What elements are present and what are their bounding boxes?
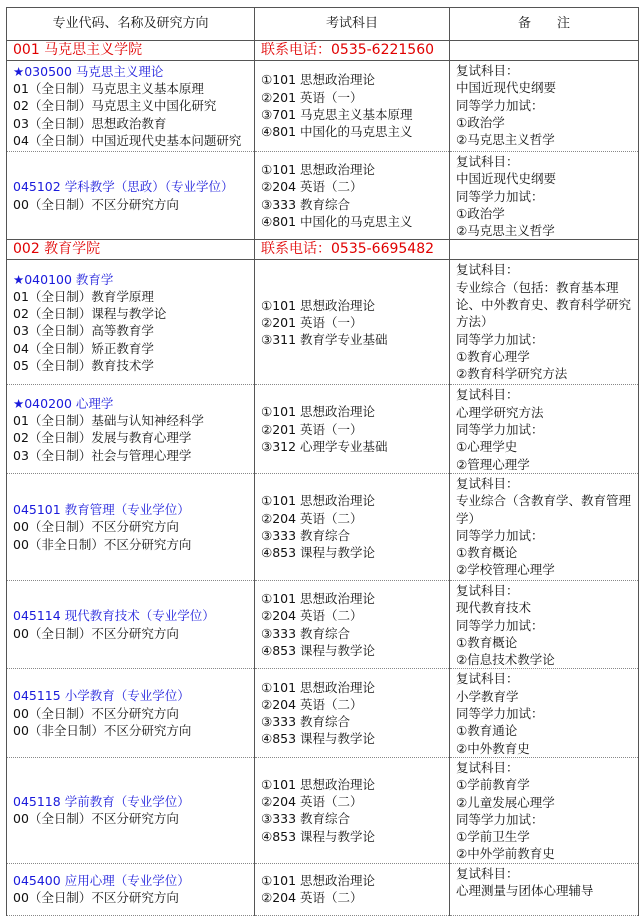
- note-line: 中国近现代史纲要: [456, 171, 557, 187]
- major-row: [7, 863, 639, 915]
- note-line: 同等学力加试：: [456, 811, 544, 827]
- department-row: [7, 240, 639, 260]
- note-line: ①政治学: [456, 114, 505, 130]
- note-line: 心理学研究方法: [456, 404, 544, 420]
- major-title: ★030500 马克思主义理论: [13, 63, 164, 79]
- header-exams: 考试科目: [255, 8, 450, 41]
- exam-subjects-cell: [255, 152, 450, 240]
- note-line: ①心理学史: [456, 439, 518, 455]
- exam-subject: ①101 思想政治理论: [261, 162, 376, 178]
- major-row: [7, 152, 639, 240]
- notes-cell: [450, 385, 639, 473]
- exam-subject: ④853 课程与教学论: [261, 643, 376, 658]
- major-title: ★040100 教育学: [13, 271, 114, 287]
- exam-subject: ①101 思想政治理论: [261, 872, 376, 888]
- note-line: ②学校管理心理学: [456, 562, 555, 578]
- major-row: [7, 385, 639, 473]
- note-line: ②信息技术教学论: [456, 652, 555, 668]
- note-line: 同等学力加试：: [456, 422, 544, 438]
- exam-subject: ②201 英语（一）: [261, 89, 363, 105]
- exam-subject: ①101 思想政治理论: [261, 591, 376, 607]
- department-phone: 联系电话：0535-6695482: [255, 240, 450, 260]
- note-line: ①教育通论: [456, 723, 518, 739]
- exam-subject: ②204 英语（二）: [261, 890, 363, 906]
- note-line: ②教育科学研究方法: [456, 366, 568, 382]
- note-line: ①学前教育学: [456, 777, 530, 793]
- major-title: 045400 应用心理（专业学位）: [13, 872, 190, 888]
- exam-subjects-cell: [255, 473, 450, 580]
- major-row: [7, 473, 639, 580]
- notes-cell: [450, 669, 639, 757]
- exam-subjects-cell: [255, 385, 450, 473]
- note-line: ②儿童发展心理学: [456, 794, 555, 810]
- major-cell: [7, 61, 255, 152]
- note-line: 专业综合（包括：教育基本理论、中外教育史、教育科学研究方法）: [456, 279, 632, 330]
- major-cell: [7, 152, 255, 240]
- major-cell: [7, 385, 255, 473]
- exam-subject: ②201 英语（一）: [261, 421, 363, 437]
- exam-subject: ③333 教育综合: [261, 625, 351, 641]
- research-direction: 00（全日制）不区分研究方向: [13, 196, 179, 212]
- note-line: ①政治学: [456, 205, 505, 221]
- major-cell: [7, 863, 255, 915]
- note-line: 同等学力加试：: [456, 617, 544, 633]
- research-direction: 02（全日制）发展与教育心理学: [13, 430, 192, 446]
- notes-cell: [450, 152, 639, 240]
- exam-subject: ①101 思想政治理论: [261, 776, 376, 792]
- note-line: 同等学力加试：: [456, 97, 544, 113]
- research-direction: 01（全日制）基础与认知神经科学: [13, 412, 204, 428]
- note-line: 复试科目：: [456, 63, 519, 78]
- note-line: 小学教育学: [456, 688, 519, 704]
- exam-subject: ③333 教育综合: [261, 196, 351, 212]
- department-empty: [450, 41, 639, 61]
- research-direction: 05（全日制）教育技术学: [13, 358, 154, 374]
- note-line: ②马克思主义哲学: [456, 132, 555, 148]
- major-title: 045102 学科教学（思政）（专业学位）: [13, 179, 234, 195]
- notes-cell: [450, 757, 639, 863]
- department-phone: 联系电话：0535-6221560: [255, 41, 450, 61]
- exam-subject: ①101 思想政治理论: [261, 493, 376, 509]
- note-line: ①教育概论: [456, 545, 518, 561]
- exam-subject: ④853 课程与教学论: [261, 545, 376, 561]
- research-direction: 00（全日制）不区分研究方向: [13, 811, 179, 827]
- note-line: ①教育心理学: [456, 348, 530, 364]
- exam-subject: ②204 英语（二）: [261, 510, 363, 526]
- department-row: [7, 41, 639, 61]
- note-line: 现代教育技术: [456, 600, 532, 616]
- exam-subject: ②204 英语（二）: [261, 608, 363, 624]
- note-line: ②马克思主义哲学: [456, 223, 555, 239]
- exam-subject: ③312 心理学专业基础: [261, 438, 388, 454]
- exam-subject: ③701 马克思主义基本原理: [261, 107, 413, 122]
- department-name: 002 教育学院: [7, 240, 255, 260]
- note-line: 复试科目：: [456, 865, 519, 881]
- header-notes: 备 注: [450, 8, 639, 41]
- major-title: 045118 学前教育（专业学位）: [13, 794, 190, 810]
- note-line: ②中外学前教育史: [456, 846, 555, 862]
- major-title: ★040200 心理学: [13, 395, 114, 411]
- research-direction: 00（全日制）不区分研究方向: [13, 625, 179, 641]
- exam-subject: ②204 英语（二）: [261, 179, 363, 195]
- note-line: 心理测量与团体心理辅导: [456, 883, 594, 899]
- research-direction: 01（全日制）马克思主义基本原理: [13, 81, 204, 97]
- notes-cell: [450, 580, 639, 668]
- note-line: 复试科目：: [456, 759, 519, 775]
- exam-subject: ③333 教育综合: [261, 714, 351, 730]
- notes-cell: [450, 260, 639, 385]
- exam-subject: ②204 英语（二）: [261, 696, 363, 712]
- research-direction: 00（非全日制）不区分研究方向: [13, 536, 192, 552]
- note-line: ②中外教育史: [456, 740, 530, 756]
- exam-subject: ②204 英语（二）: [261, 794, 363, 810]
- header-major: 专业代码、名称及研究方向: [7, 8, 255, 41]
- note-line: 同等学力加试：: [456, 188, 544, 204]
- exam-subject: ④801 中国化的马克思主义: [261, 214, 413, 230]
- note-line: 复试科目：: [456, 475, 519, 491]
- exam-subject: ④801 中国化的马克思主义: [261, 124, 413, 140]
- research-direction: 04（全日制）中国近现代史基本问题研究: [13, 132, 242, 148]
- note-line: 复试科目：: [456, 387, 519, 403]
- major-cell: [7, 757, 255, 863]
- exam-subjects-cell: [255, 669, 450, 757]
- exam-subject: ④853 课程与教学论: [261, 828, 376, 844]
- major-row: [7, 260, 639, 385]
- research-direction: 00（全日制）不区分研究方向: [13, 519, 179, 535]
- exam-subject: ②201 英语（一）: [261, 314, 363, 330]
- major-cell: [7, 669, 255, 757]
- major-cell: [7, 580, 255, 668]
- note-line: ②管理心理学: [456, 456, 530, 472]
- exam-subject: ③311 教育学专业基础: [261, 332, 388, 348]
- note-line: ①教育概论: [456, 634, 518, 650]
- admissions-table: [6, 7, 639, 916]
- department-name: 001 马克思主义学院: [7, 41, 255, 61]
- header-row: [7, 8, 639, 41]
- research-direction: 04（全日制）矫正教育学: [13, 340, 154, 356]
- exam-subject: ①101 思想政治理论: [261, 404, 376, 420]
- exam-subject: ①101 思想政治理论: [261, 679, 376, 695]
- research-direction: 02（全日制）马克思主义中国化研究: [13, 98, 217, 114]
- note-line: 中国近现代史纲要: [456, 80, 557, 96]
- research-direction: 00（非全日制）不区分研究方向: [13, 722, 192, 738]
- major-cell: [7, 473, 255, 580]
- notes-cell: [450, 863, 639, 915]
- major-row: [7, 580, 639, 668]
- note-line: 同等学力加试：: [456, 527, 544, 543]
- major-title: 045101 教育管理（专业学位）: [13, 502, 190, 518]
- exam-subject: ①101 思想政治理论: [261, 72, 376, 88]
- note-line: 复试科目：: [456, 154, 519, 169]
- major-title: 045115 小学教育（专业学位）: [13, 688, 190, 704]
- research-direction: 03（全日制）高等教育学: [13, 323, 154, 339]
- research-direction: 02（全日制）课程与教学论: [13, 306, 167, 322]
- research-direction: 03（全日制）思想政治教育: [13, 115, 167, 131]
- exam-subjects-cell: [255, 580, 450, 668]
- exam-subjects-cell: [255, 61, 450, 152]
- major-cell: [7, 260, 255, 385]
- notes-cell: [450, 473, 639, 580]
- major-title: 045114 现代教育技术（专业学位）: [13, 608, 215, 624]
- note-line: 复试科目：: [456, 582, 519, 598]
- exam-subjects-cell: [255, 260, 450, 385]
- note-line: ①学前卫生学: [456, 829, 530, 845]
- department-empty: [450, 240, 639, 260]
- major-row: [7, 757, 639, 863]
- exam-subject: ③333 教育综合: [261, 527, 351, 543]
- exam-subject: ④853 课程与教学论: [261, 731, 376, 747]
- research-direction: 03（全日制）社会与管理心理学: [13, 447, 192, 463]
- exam-subject: ①101 思想政治理论: [261, 297, 376, 313]
- exam-subjects-cell: [255, 863, 450, 915]
- note-line: 复试科目：: [456, 262, 519, 278]
- note-line: 同等学力加试：: [456, 331, 544, 347]
- note-line: 同等学力加试：: [456, 706, 544, 722]
- research-direction: 00（全日制）不区分研究方向: [13, 890, 179, 906]
- exam-subject: ③333 教育综合: [261, 811, 351, 827]
- exam-subjects-cell: [255, 757, 450, 863]
- research-direction: 00（全日制）不区分研究方向: [13, 705, 179, 721]
- research-direction: 01（全日制）教育学原理: [13, 288, 154, 304]
- notes-cell: [450, 61, 639, 152]
- major-row: [7, 61, 639, 152]
- note-line: 专业综合（含教育学、教育管理学）: [456, 493, 632, 526]
- major-row: [7, 669, 639, 757]
- note-line: 复试科目：: [456, 671, 519, 687]
